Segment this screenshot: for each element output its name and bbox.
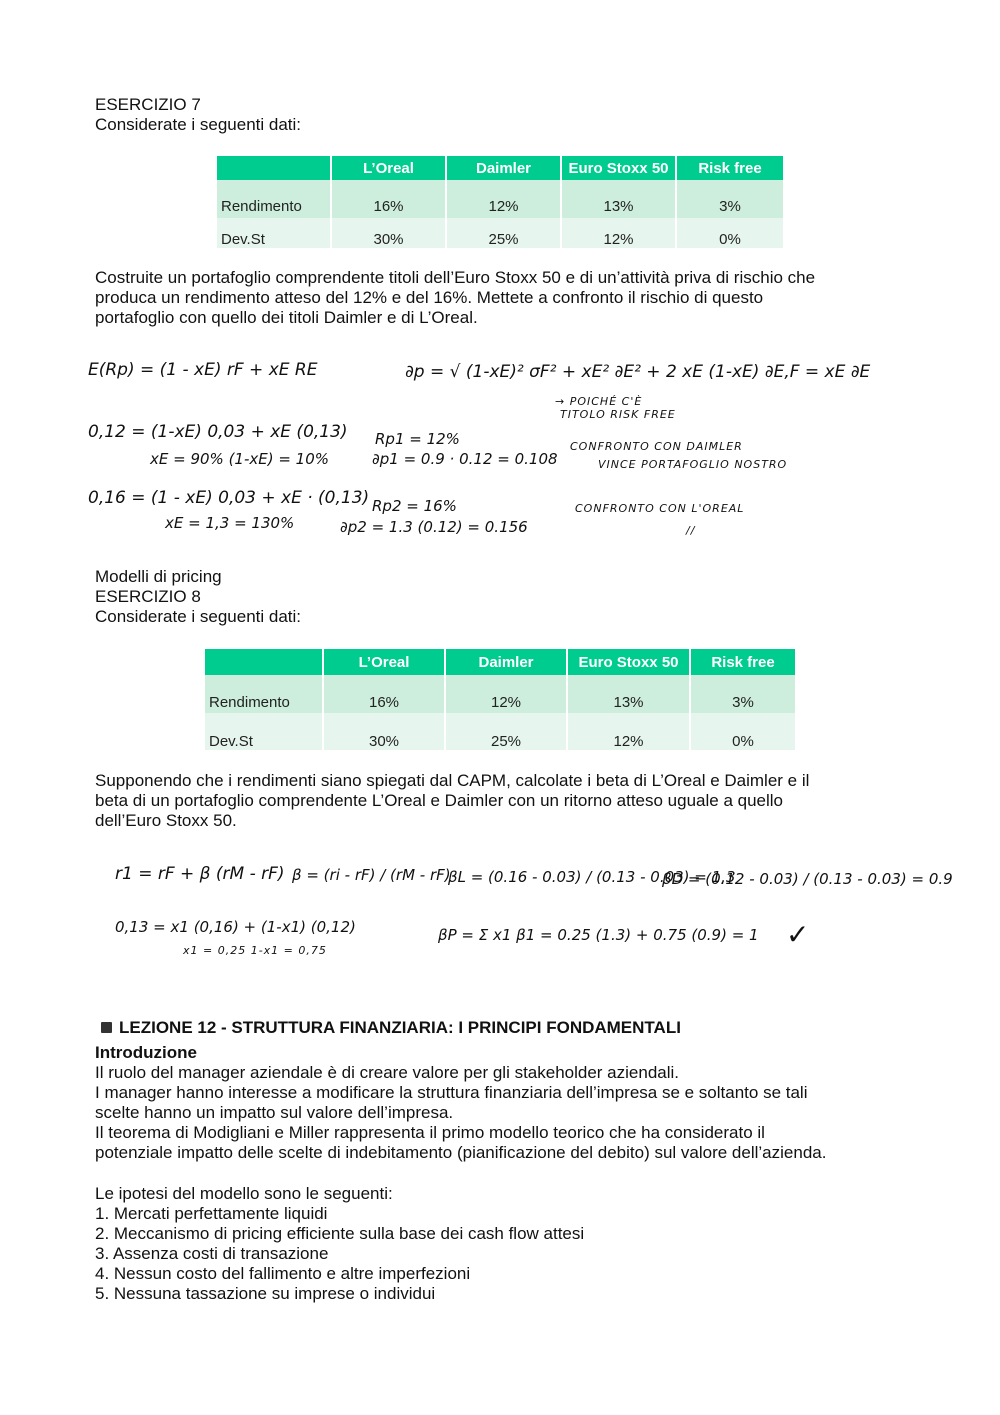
ex7-text-line: Costruite un portafoglio comprendente titoli dell’Euro Stoxx 50 e di un’attività priva di rischio che xyxy=(95,268,816,287)
list-item: 1. Mercati perfettamente liquidi xyxy=(95,1204,328,1223)
handwritten-note: → POICHÉ C'È xyxy=(555,395,643,408)
handwritten-formula: Rp1 = 12% xyxy=(375,430,460,448)
table-cell: 12% xyxy=(446,180,561,218)
table-cell: 12% xyxy=(561,218,676,248)
lesson-title-text: LEZIONE 12 - STRUTTURA FINANZIARIA: I PRINCIPI FONDAMENTALI xyxy=(119,1018,681,1037)
table-cell: 3% xyxy=(676,180,783,218)
handwritten-formula: xE = 90% (1-xE) = 10% xyxy=(150,450,330,468)
section-heading: Modelli di pricing xyxy=(95,567,222,586)
ex8-intro: Considerate i seguenti dati: xyxy=(95,607,302,626)
handwritten-formula: r1 = rF + β (rM - rF) xyxy=(115,864,285,884)
table-cell: 12% xyxy=(445,675,567,713)
hypotheses-intro: Le ipotesi del modello sono le seguenti: xyxy=(95,1184,393,1203)
table-cell: 0% xyxy=(676,218,783,248)
handwritten-formula: xE = 1,3 = 130% xyxy=(165,514,295,532)
table-header-cell: L’Oreal xyxy=(331,156,446,180)
list-item: 2. Meccanismo di pricing efficiente sulla base dei cash flow attesi xyxy=(95,1224,585,1243)
table-cell: 25% xyxy=(446,218,561,248)
paragraph-line: I manager hanno interesse a modificare la struttura finanziaria dell’impresa se e soltanto se tali xyxy=(95,1083,808,1102)
handwritten-note: CONFRONTO CON DAIMLER xyxy=(570,440,743,453)
handwritten-formula: ∂p1 = 0.9 · 0.12 = 0.108 xyxy=(372,450,558,468)
handwritten-formula: 0,16 = (1 - xE) 0,03 + xE · (0,13) xyxy=(88,488,370,508)
handwritten-formula: x1 = 0,25 1-x1 = 0,75 xyxy=(183,944,327,957)
handwritten-formula: βL = (0.16 - 0.03) / (0.13 - 0.03) = 1,3 xyxy=(448,868,736,886)
table-header-cell: Daimler xyxy=(446,156,561,180)
table-cell: 16% xyxy=(323,675,445,713)
handwritten-note: VINCE PORTAFOGLIO NOSTRO xyxy=(598,458,788,471)
checkmark-icon: ✓ xyxy=(786,918,810,951)
ex7-intro: Considerate i seguenti dati: xyxy=(95,115,302,134)
table-cell: 13% xyxy=(561,180,676,218)
handwritten-formula: 0,12 = (1-xE) 0,03 + xE (0,13) xyxy=(88,422,348,442)
handwritten-formula: E(Rp) = (1 - xE) rF + xE RE xyxy=(88,360,318,380)
list-item: 3. Assenza costi di transazione xyxy=(95,1244,329,1263)
paragraph-line: Il ruolo del manager aziendale è di creare valore per gli stakeholder aziendali. xyxy=(95,1063,680,1082)
table-cell: 30% xyxy=(331,218,446,248)
handwritten-formula: βD = (0.12 - 0.03) / (0.13 - 0.03) = 0.9 xyxy=(662,870,953,888)
table-cell: 25% xyxy=(445,713,567,750)
ex8-title: ESERCIZIO 8 xyxy=(95,587,201,606)
ex7-text-line: portafoglio con quello dei titoli Daimler e di L’Oreal. xyxy=(95,308,478,327)
table-row xyxy=(217,218,783,248)
lesson-subtitle: Introduzione xyxy=(95,1043,197,1062)
table-row xyxy=(217,180,783,218)
handwritten-formula: 0,13 = x1 (0,16) + (1-x1) (0,12) xyxy=(115,918,356,936)
table-cell: 3% xyxy=(690,675,795,713)
table-header-cell: Euro Stoxx 50 xyxy=(561,156,676,180)
list-item: 4. Nessun costo del fallimento e altre imperfezioni xyxy=(95,1264,471,1283)
handwritten-formula: ∂p = √ (1-xE)² σF² + xE² ∂E² + 2 xE (1-xE) ∂E,F = xE ∂E xyxy=(405,362,871,382)
table-cell: 0% xyxy=(690,713,795,750)
ex7-data-table xyxy=(217,156,783,248)
table-header-cell: L’Oreal xyxy=(323,649,445,675)
ex8-text-line: Supponendo che i rendimenti siano spiegati dal CAPM, calcolate i beta di L’Oreal e Daimler e il xyxy=(95,771,810,790)
square-bullet-icon xyxy=(101,1022,112,1033)
ex8-text-line: beta di un portafoglio comprendente L’Oreal e Daimler con un ritorno atteso uguale a quello xyxy=(95,791,783,810)
lesson-title xyxy=(101,1018,681,1038)
handwritten-formula: Rp2 = 16% xyxy=(372,497,457,515)
table-cell: Dev.St xyxy=(205,713,323,750)
table-header-cell xyxy=(217,156,331,180)
handwritten-formula: βP = Σ x1 β1 = 0.25 (1.3) + 0.75 (0.9) = 1 xyxy=(438,926,759,944)
table-row xyxy=(205,713,795,750)
paragraph-line: scelte hanno un impatto sul valore dell’impresa. xyxy=(95,1103,454,1122)
handwritten-formula: ∂p2 = 1.3 (0.12) = 0.156 xyxy=(340,518,528,536)
table-header-cell: Risk free xyxy=(690,649,795,675)
table-cell: 16% xyxy=(331,180,446,218)
list-item: 5. Nessuna tassazione su imprese o individui xyxy=(95,1284,436,1303)
ex8-data-table xyxy=(205,649,795,750)
table-cell: 13% xyxy=(567,675,690,713)
table-cell: 12% xyxy=(567,713,690,750)
handwritten-formula: β = (ri - rF) / (rM - rF) xyxy=(292,866,451,884)
handwritten-note: TITOLO RISK FREE xyxy=(560,408,676,421)
table-cell: Dev.St xyxy=(217,218,331,248)
table-cell: 30% xyxy=(323,713,445,750)
table-cell: Rendimento xyxy=(217,180,331,218)
table-header-cell xyxy=(205,649,323,675)
ex7-text-line: produca un rendimento atteso del 12% e del 16%. Mettete a confronto il rischio di questo xyxy=(95,288,764,307)
handwritten-note: // xyxy=(686,524,696,537)
table-cell: Rendimento xyxy=(205,675,323,713)
table-header-cell: Daimler xyxy=(445,649,567,675)
ex8-text-line: dell’Euro Stoxx 50. xyxy=(95,811,237,830)
table-header-cell: Risk free xyxy=(676,156,783,180)
paragraph-line: potenziale impatto delle scelte di indebitamento (pianificazione del debito) sul valore dell’azienda. xyxy=(95,1143,827,1162)
ex7-title: ESERCIZIO 7 xyxy=(95,95,201,114)
table-row xyxy=(205,675,795,713)
table-header-cell: Euro Stoxx 50 xyxy=(567,649,690,675)
handwritten-note: CONFRONTO CON L'OREAL xyxy=(575,502,745,515)
paragraph-line: Il teorema di Modigliani e Miller rappresenta il primo modello teorico che ha considerato il xyxy=(95,1123,765,1142)
